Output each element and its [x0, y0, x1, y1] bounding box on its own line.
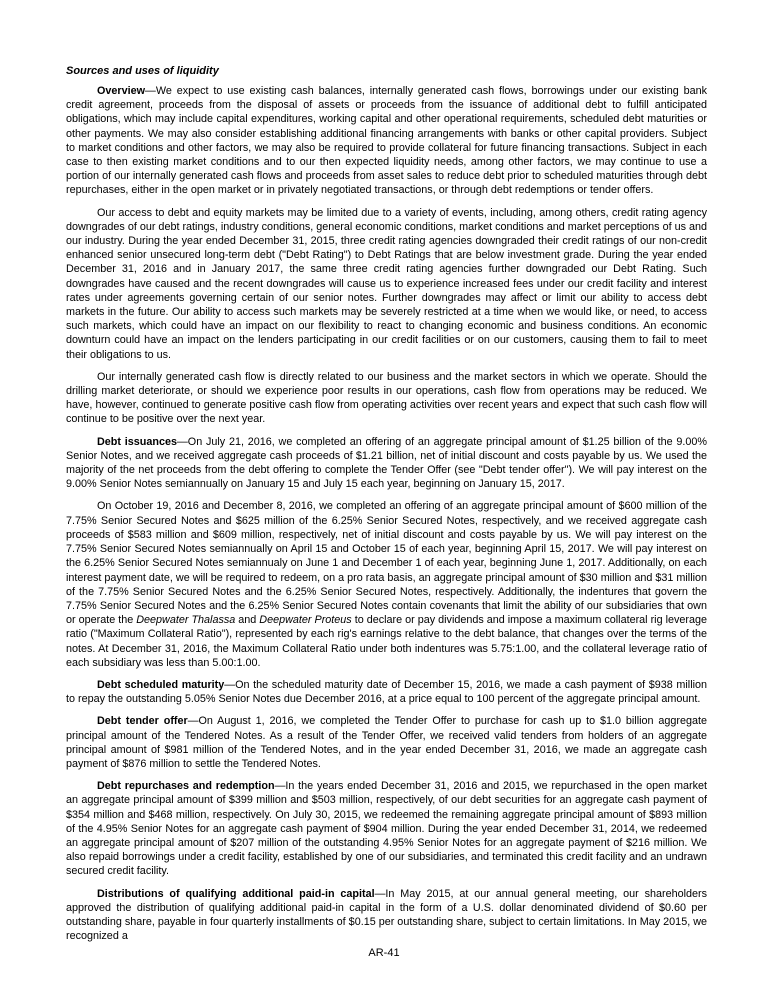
document-body	[66, 64, 707, 951]
paragraph-debt-repurchases-redemption: Debt repurchases and redemption—In the years ended December 31, 2016 and 2015, we repurchased in the open market an aggregate principal amount of $399 million and $503 million, respectively, of our debt securities for an aggregate cash payment of $354 million and $468 million, respectively. On July 30, 2015, we redeemed the remaining aggregate principal amount of $893 million of the 4.95% Senior Notes for an aggregate cash payment of $904 million. During the year ended December 31, 2014, we redeemed an aggregate principal amount of $207 million of the outstanding 4.95% Senior Notes for an aggregate payment of $216 million. We also repaid borrowings under a credit facility, established by one of our subsidiaries, and terminated this credit facility and an undrawn secured credit facility.	[66, 780, 707, 878]
paragraph-distributions-paid-in-capital: Distributions of qualifying additional paid-in capital—In May 2015, at our annual general meeting, our shareholders approved the distribution of qualifying additional paid-in capital in the form of a U.S. dollar denominated dividend of $0.60 per outstanding share, payable in four quarterly installments of $0.15 per outstanding share, subject to certain limitations. In May 2015, we recognized a	[66, 887, 708, 943]
paragraph-debt-scheduled-maturity: Debt scheduled maturity—On the scheduled maturity date of December 15, 2016, we made a cash payment of $938 million to repay the outstanding 5.05% Senior Notes due December 2016, at a price equal to 100 percent of the aggregate principal amount.	[66, 678, 707, 706]
paragraph-debt-tender-offer: Debt tender offer—On August 1, 2016, we completed the Tender Offer to purchase for cash up to $1.0 billion aggregate principal amount of the Tendered Notes. As a result of the Tender Offer, we received valid tenders from holders of an aggregate principal amount of $981 million of the Tendered Notes, and in the year ended December 31, 2016, we made an aggregate cash payment of $876 million to settle the Tendered Notes.	[66, 715, 707, 770]
paragraph-debt-issuances: Debt issuances—On July 21, 2016, we completed an offering of an aggregate principal amount of $1.25 billion of the 9.00% Senior Notes, and we received aggregate cash proceeds of $1.21 billion, net of initial discount and costs payable by us. We used the majority of the net proceeds from the debt offering to complete the Tender Offer (see "Debt tender offer"). We will pay interest on the 9.00% Senior Notes semiannually on January 15 and July 15 each year, beginning on January 15, 2017.	[66, 435, 707, 491]
page-number: AR-41	[368, 947, 400, 959]
paragraph-debt-markets-access: Our access to debt and equity markets may be limited due to a variety of events, including, among others, credit rating agency downgrades of our debt ratings, industry conditions, general economic conditions, market conditions and market perceptions of us and our industry. During the year ended December 31, 2015, three credit rating agencies downgraded their credit ratings of our non-credit enhanced senior unsecured long-term debt ("Debt Rating") to Debt Ratings that are below investment grade. During the year ended December 31, 2016 and in January 2017, the same three credit rating agencies further downgraded our Debt Rating. Such downgrades have caused and the recent downgrades will cause us to experience increased fees under our credit facility and interest rates under agreements governing certain of our senior notes. Further downgrades may affect or limit our ability to access debt markets in the future. Our ability to access such markets may be severely restricted at a time when we would like, or need, to access such markets, which could have an impact on our flexibility to react to changing economic and business conditions. An economic downturn could have an impact on the lenders participating in our credit facilities or on our customers, causing them to fail to meet their obligations to us.	[66, 206, 707, 361]
paragraph-senior-secured-notes: On October 19, 2016 and December 8, 2016, we completed an offering of an aggregate principal amount of $600 million of the 7.75% Senior Secured Notes and $625 million of the 6.25% Senior Secured Notes, respectively, and we received aggregate cash proceeds of $583 million and $609 million, respectively, net of initial discount and costs payable by us. We will pay interest on the 7.75% Senior Secured Notes semiannually on April 15 and October 15 of each year, beginning April 15, 2017. We will pay interest on the 6.25% Senior Secured Notes semiannualy on June 1 and December 1 of each year, beginning June 1, 2017. Additionally, on each interest payment date, we will be required to redeem, on a pro rata basis, an aggregate principal amount of $30 million and $31 million of the 7.75% Senior Secured Notes and the 6.25% Senior Secured Notes, respectively. Additionally, the indentures that govern the 7.75% Senior Secured Notes and the 6.25% Senior Secured Notes contain covenants that limit the ability of our subsidiaries that own or operate the Deepwater Thalassa and Deepwater Proteus to declare or pay dividends and impose a maximum collateral rig leverage ratio ("Maximum Collateral Ratio"), represented by each rig's earnings relative to the debt balance, that changes over the terms of the notes. At December 31, 2016, the Maximum Collateral Ratio under both indentures was 5.75:1.00, and the collateral leverage ratio of each subsidiary was less than 5.00:1.00.	[66, 500, 707, 669]
paragraph-overview: Overview—We expect to use existing cash balances, internally generated cash flows, borrowings under our existing bank credit agreement, proceeds from the disposal of assets or proceeds from the issuance of additional debt to fulfill anticipated obligations, which may include capital expenditures, working capital and other operational requirements, scheduled debt maturities or other payments. We may also consider establishing additional financing arrangements with banks or other capital providers. Subject to market conditions and other factors, we may also be required to provide collateral for future financing transactions. Subject in each case to then existing market conditions and to our then expected liquidity needs, among other factors, we may continue to use a portion of our internally generated cash flows and proceeds from asset sales to reduce debt prior to scheduled maturities through debt repurchases, either in the open market or in privately negotiated transactions, or through debt redemptions or tender offers.	[66, 85, 707, 197]
section-heading: Sources and uses of liquidity	[66, 65, 219, 77]
paragraph-internal-cash-flow: Our internally generated cash flow is directly related to our business and the market sectors in which we operate. Should the drilling market deteriorate, or should we experience poor results in our operations, cash flow from operations may be reduced. We have, however, continued to generate positive cash flow from operating activities over recent years and expect that such cash flow will continue to be positive over the next year.	[66, 370, 707, 426]
